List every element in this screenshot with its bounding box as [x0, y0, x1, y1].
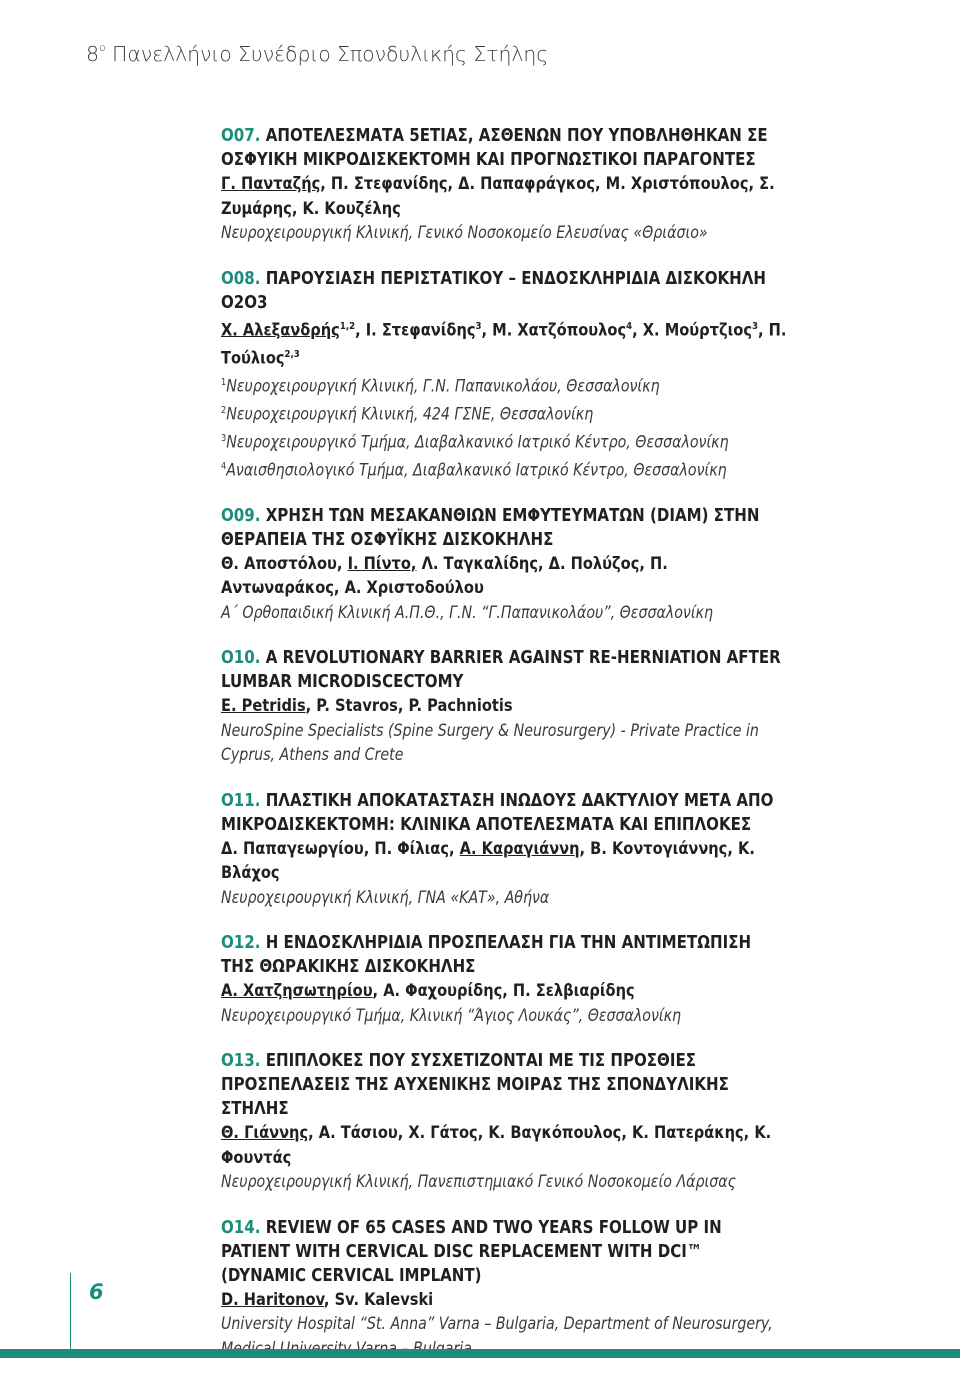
author: , Μ. Χατζόπουλος [481, 320, 627, 341]
abstract-o14 [221, 1216, 789, 1362]
abstract-affiliation: Α΄ Ορθοπαιδική Κλινική Α.Π.Θ., Γ.Ν. “Γ.Παπανικολάου”, Θεσσαλονίκη [221, 602, 713, 622]
author-sup: 3 [475, 320, 482, 332]
affiliation-text: Νευροχειρουργική Κλινική, Γ.Ν. Παπανικολάου, Θεσσαλονίκη [226, 376, 660, 396]
abstract-authors [221, 1121, 789, 1170]
co-authors: , Sv. Kalevski [323, 1289, 434, 1310]
abstract-title [221, 931, 789, 979]
abstract-title-text: ΧΡΗΣΗ ΤΩΝ ΜΕΣΑΚΑΝΘΙΩΝ ΕΜΦΥΤΕΥΜΑΤΩΝ (DIAM) ΣΤΗΝ ΘΕΡΑΠΕΙΑ ΤΗΣ ΟΣΦΥΪΚΗΣ ΔΙΣΚΟΚΗΛΗΣ [221, 505, 760, 550]
abstract-o09 [221, 504, 789, 626]
abstract-o08 [221, 267, 789, 483]
author: , Χ. Μούρτζιος [632, 320, 753, 341]
abstract-title-text: ΠΛΑΣΤΙΚΗ ΑΠΟΚΑΤΑΣΤΑΣΗ ΙΝΩΔΟΥΣ ΔΑΚΤΥΛΙΟΥ ΜΕΤΑ ΑΠΟ ΜΙΚΡΟΔΙΣΚΕΚΤΟΜΗ: ΚΛΙΝΙΚΑ ΑΠΟΤΕΛΕΣΜΑΤΑ ΚΑΙ ΕΠΙΠΛΟΚΕΣ [221, 790, 774, 835]
abstract-affiliation: Νευροχειρουργική Κλινική, Γενικό Νοσοκομείο Ελευσίνας «Θριάσιο» [221, 223, 708, 242]
abstract-affiliation: Νευροχειρουργική Κλινική, Πανεπιστημιακό Γενικό Νοσοκομείο Λάρισας [221, 1172, 736, 1192]
abstract-o10 [221, 646, 789, 768]
co-authors: Λ. Ταγκαλίδης, Δ. Πολύζος, Π. Αντωναράκος, Α. Χριστοδούλου [221, 553, 668, 599]
abstract-title [221, 1049, 789, 1121]
abstract-code: Ο09. [221, 505, 261, 526]
affiliation-sup: 2 [221, 404, 227, 416]
abstract-o13 [221, 1049, 789, 1195]
abstract-authors [221, 694, 789, 719]
abstract-authors [221, 172, 789, 221]
abstract-title-text: A REVOLUTIONARY BARRIER AGAINST RE-HERNIATION AFTER LUMBAR MICRODISCECTOMY [221, 648, 781, 693]
abstract-title [221, 504, 789, 552]
affiliation-line [221, 399, 789, 427]
presenting-author: Ι. Πίντο, [347, 553, 417, 574]
footer-band [0, 1349, 960, 1358]
author: , Ι. Στεφανίδης [355, 320, 476, 341]
affiliation-sup: 3 [221, 432, 227, 444]
abstract-affiliations [221, 371, 789, 483]
affiliation-line [221, 371, 789, 399]
co-authors: , P. Stavros, P. Pachniotis [305, 696, 513, 717]
abstract-title-text: REVIEW OF 65 CASES AND TWO YEARS FOLLOW UP IN PATIENT WITH CERVICAL DISC REPLACEMENT WITH DCI™ (DYNAMIC CERVICAL IMPLANT) [221, 1217, 722, 1286]
affiliation-line [221, 455, 789, 483]
presenting-author: Α. Χατζησωτηρίου [221, 981, 373, 1002]
co-authors: , Α. Φαχουρίδης, Π. Σελβιαρίδης [372, 981, 635, 1002]
affiliation-text: Αναισθησιολογικό Τμήμα, Διαβαλκανικό Ιατρικό Κέντρο, Θεσσαλονίκη [226, 460, 727, 480]
page-number: 6 [89, 1280, 104, 1304]
abstract-affiliation: University Hospital “St. Anna” Varna – Bulgaria, Department of Neurosurgery, [221, 1314, 773, 1334]
abstract-code: Ο07. [221, 126, 261, 146]
header-ordinal-sup: ο [98, 41, 106, 55]
header-number: 8 [86, 42, 99, 66]
abstract-affiliation: NeuroSpine Specialists (Spine Surgery & Neurosurgery) - Private Practice in Cyprus, Athens and Crete [221, 720, 759, 765]
co-authors-before: Δ. Παπαγεωργίου, Π. Φίλιας, [221, 838, 460, 859]
abstract-authors [221, 837, 789, 886]
margin-rule [70, 1273, 71, 1358]
abstract-title [221, 1216, 789, 1288]
presenting-author: Γ. Πανταζής [221, 174, 321, 194]
abstract-code: Ο08. [221, 268, 261, 289]
author-sup: 3 [752, 320, 759, 332]
affiliation-line [221, 427, 789, 455]
abstract-title [221, 267, 789, 315]
abstract-code: Ο11. [221, 790, 261, 811]
presenting-author: Χ. Αλεξανδρής [221, 320, 340, 341]
abstract-title [221, 646, 789, 694]
affiliation-sup: 4 [221, 460, 227, 472]
abstract-affiliation: Νευροχειρουργική Κλινική, ΓΝΑ «ΚΑΤ», Αθήνα [221, 887, 550, 907]
author-sup: 2,3 [284, 348, 300, 360]
author-sup: 1,2 [339, 320, 356, 332]
abstract-authors [221, 552, 789, 601]
author: , Π. Τούλιος [221, 320, 787, 369]
abstract-code: O10. [221, 648, 261, 669]
presenting-author: D. Haritonov [221, 1289, 324, 1310]
abstract-title-text: Η ΕΝΔΟΣΚΛΗΡΙΔΙΑ ΠΡΟΣΠΕΛΑΣΗ ΓΙΑ ΤΗΝ ΑΝΤΙΜΕΤΩΠΙΣΗ ΤΗΣ ΘΩΡΑΚΙΚΗΣ ΔΙΣΚΟΚΗΛΗΣ [221, 933, 752, 978]
conference-header [86, 42, 548, 66]
abstract-affiliation: Νευροχειρουργικό Τμήμα, Κλινική “Άγιος Λουκάς”, Θεσσαλονίκη [221, 1005, 682, 1025]
abstract-code: O14. [221, 1217, 261, 1238]
abstract-title-text: ΑΠΟΤΕΛΕΣΜΑΤΑ 5ΕΤΙΑΣ, ΑΣΘΕΝΩΝ ΠΟΥ ΥΠΟΒΛΗΘΗΚΑΝ ΣΕ ΟΣΦΥΙΚΗ ΜΙΚΡΟΔΙΣΚΕΚΤΟΜΗ ΚΑΙ ΠΡΟΓΝΩΣΤΙΚΟΙ ΠΑΡΑΓΟΝΤΕΣ [221, 126, 768, 170]
abstract-title-text: ΕΠΙΠΛΟΚΕΣ ΠΟΥ ΣΥΣΧΕΤΙΖΟΝΤΑΙ ΜΕ ΤΙΣ ΠΡΟΣΘΙΕΣ ΠΡΟΣΠΕΛΑΣΕΙΣ ΤΗΣ ΑΥΧΕΝΙΚΗΣ ΜΟΙΡΑΣ ΤΗΣ ΣΠΟΝΔΥΛΙΚΗΣ ΣΤΗΛΗΣ [221, 1051, 729, 1120]
co-authors-before: Θ. Αποστόλου, [221, 553, 348, 574]
abstract-title-text: ΠΑΡΟΥΣΙΑΣΗ ΠΕΡΙΣΤΑΤΙΚΟΥ – ΕΝΔΟΣΚΛΗΡΙΔΙΑ ΔΙΣΚΟΚΗΛΗ Ο2Ο3 [221, 268, 766, 313]
abstract-list [221, 124, 789, 1382]
presenting-author: E. Petridis [221, 696, 306, 717]
co-authors: , Α. Τάσιου, Χ. Γάτος, Κ. Βαγκόπουλος, Κ. Πατεράκης, Κ. Φουντάς [221, 1123, 772, 1168]
abstract-title [221, 124, 789, 172]
presenting-author: Θ. Γιάννης [221, 1123, 309, 1144]
abstract-code: Ο13. [221, 1051, 261, 1072]
abstract-o11 [221, 789, 789, 911]
abstract-o12 [221, 931, 789, 1028]
abstract-authors [221, 1288, 789, 1313]
header-title: Πανελλήνιο Συνέδριο Σπονδυλικής Στήλης [105, 42, 549, 66]
co-authors: , Β. Κοντογιάννης, Κ. Βλάχος [221, 838, 755, 884]
author-sup: 4 [626, 320, 633, 332]
abstract-authors [221, 979, 789, 1004]
co-authors: , Π. Στεφανίδης, Δ. Παπαφράγκος, Μ. Χριστόπουλος, Σ. Ζυμάρης, Κ. Κουζέλης [221, 174, 775, 219]
abstract-code: Ο12. [221, 933, 261, 954]
affiliation-text: Νευροχειρουργική Κλινική, 424 ΓΣΝΕ, Θεσσαλονίκη [226, 404, 594, 424]
abstract-o07 [221, 124, 789, 246]
affiliation-sup: 1 [221, 376, 227, 388]
presenting-author: Α. Καραγιάννη [459, 838, 580, 859]
abstract-authors [221, 315, 789, 371]
affiliation-text: Νευροχειρουργικό Τμήμα, Διαβαλκανικό Ιατρικό Κέντρο, Θεσσαλονίκη [226, 432, 729, 452]
abstract-title [221, 789, 789, 837]
